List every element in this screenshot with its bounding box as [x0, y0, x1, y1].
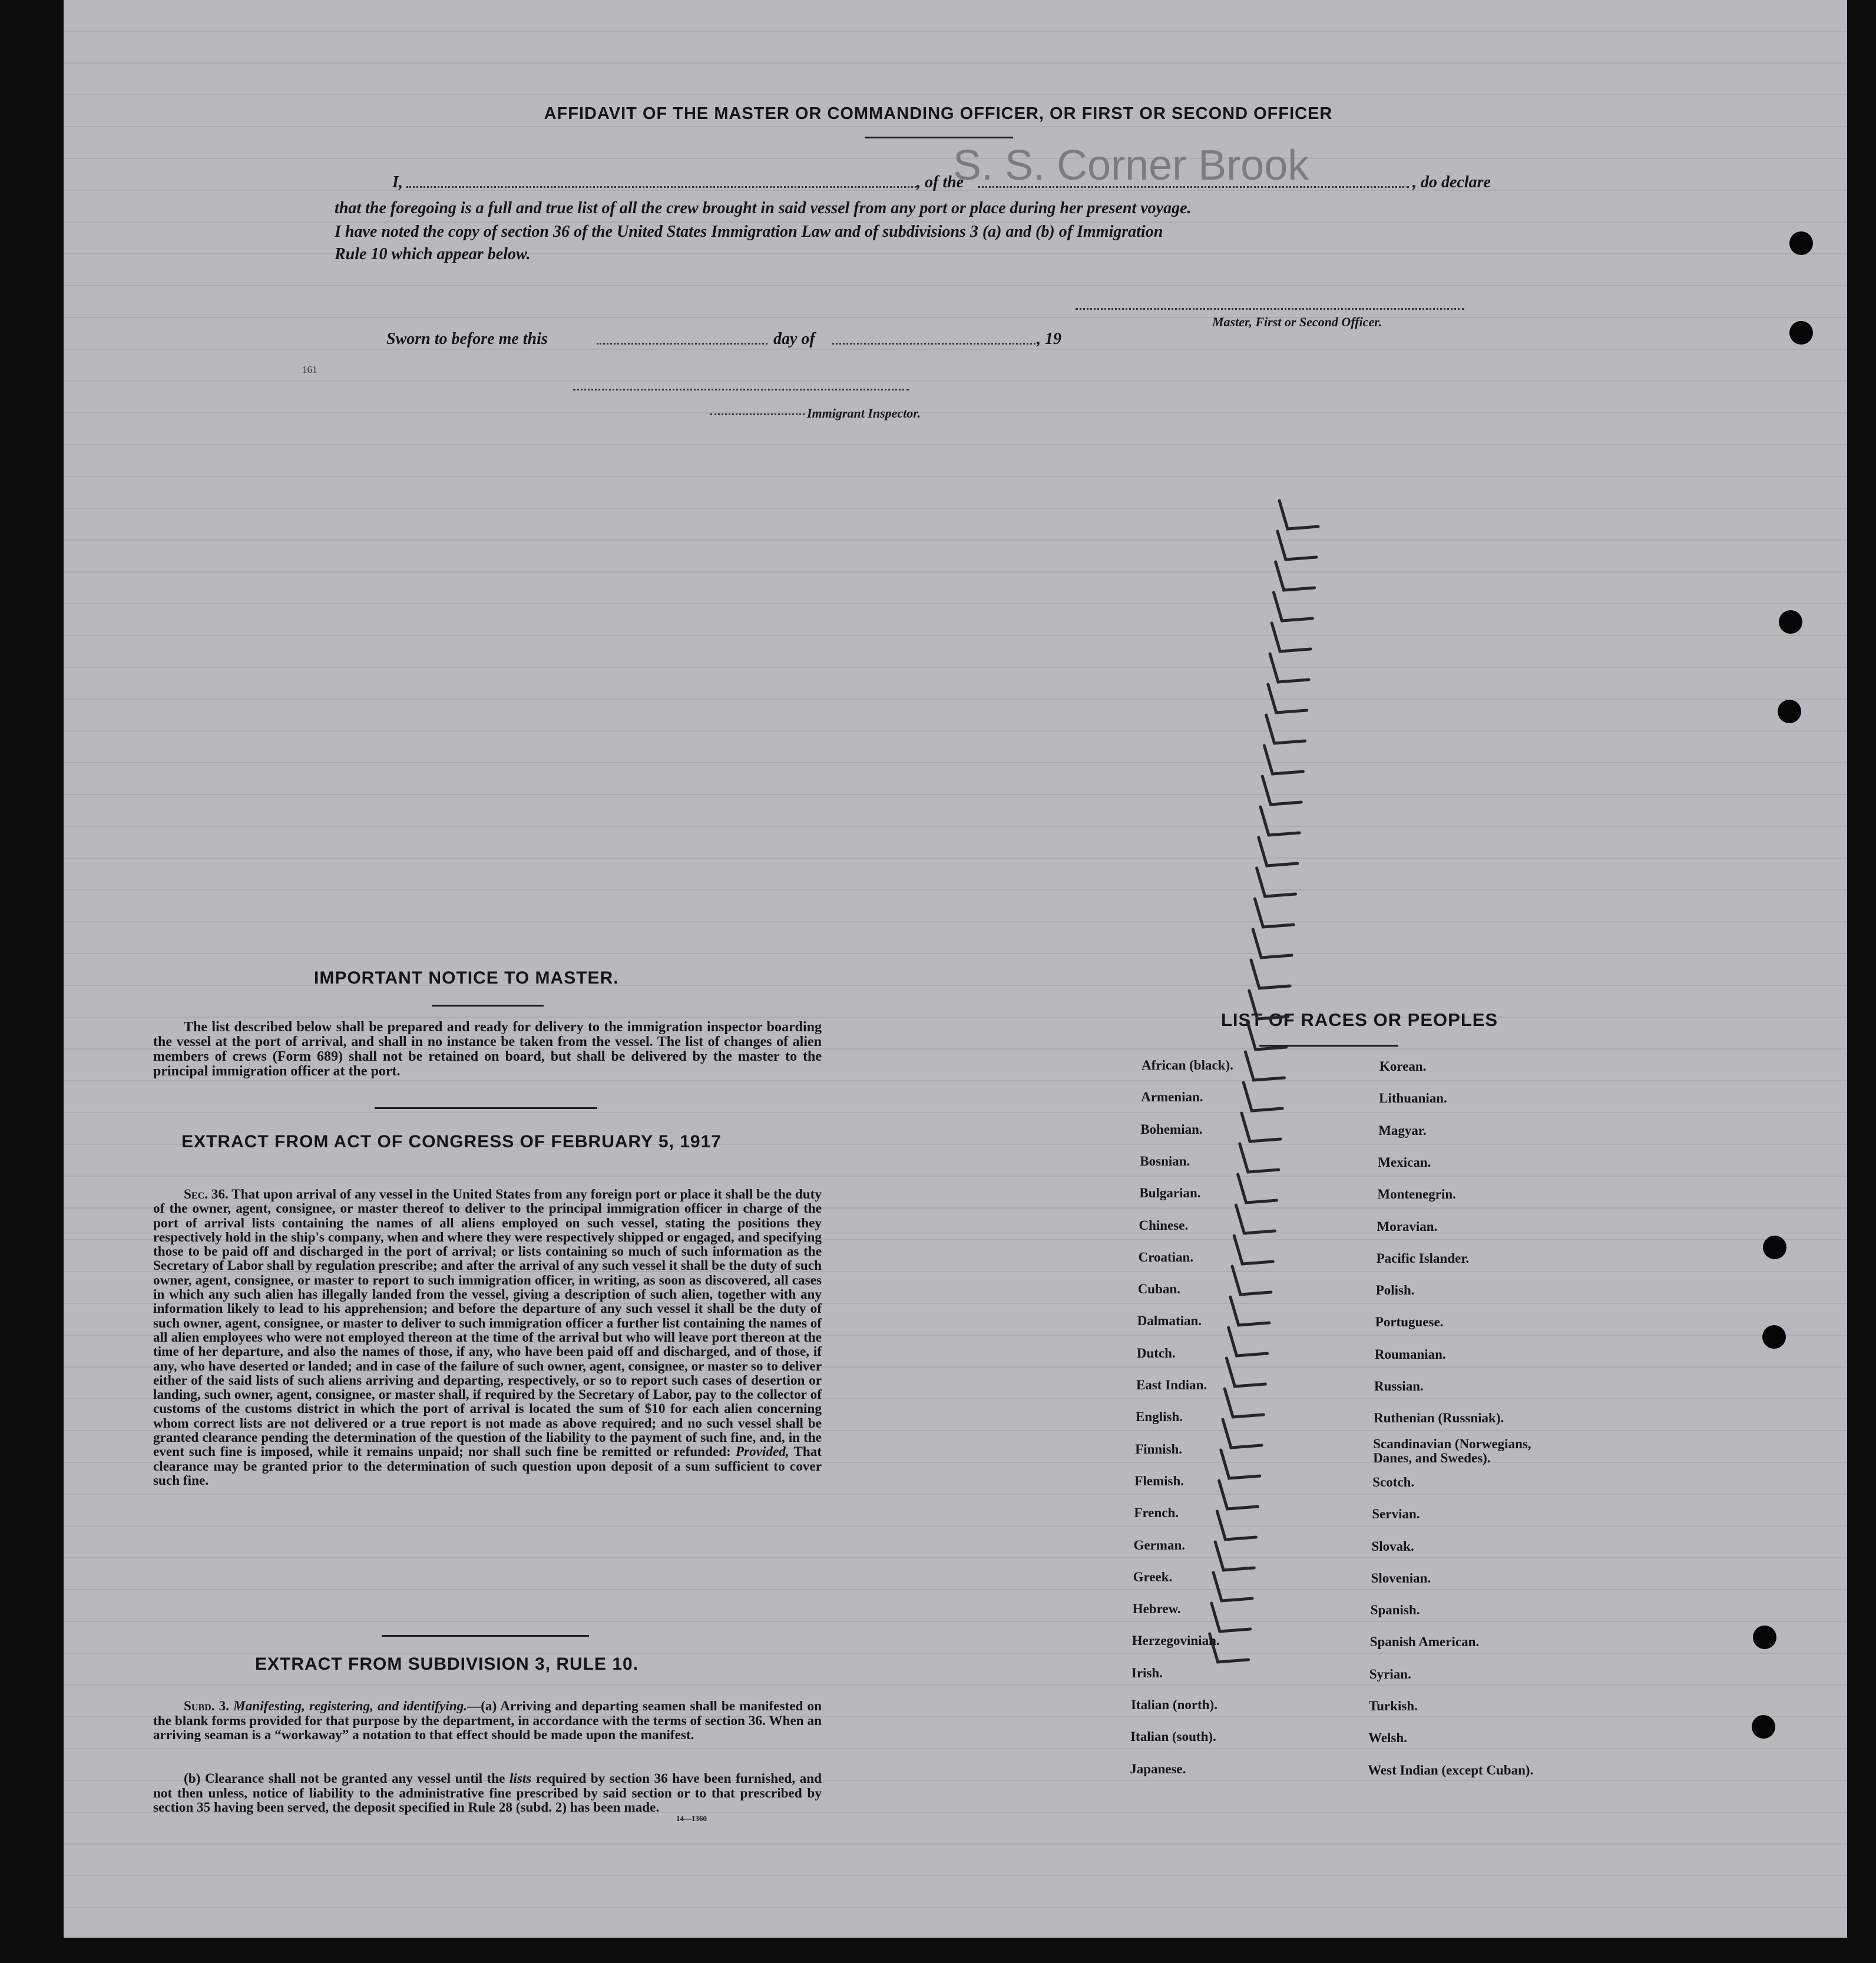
tick-mark	[1213, 1573, 1252, 1601]
race-item-right: Scandinavian (Norwegians, Danes, and Swedes).	[1373, 1436, 1531, 1465]
form-number: 14—1360	[676, 1814, 707, 1823]
tick-mark	[1238, 1174, 1277, 1203]
race-item-right: Turkish.	[1369, 1699, 1418, 1713]
tick-mark	[1232, 1266, 1271, 1295]
affidavit-title: AFFIDAVIT OF THE MASTER OR COMMANDING OFFICER, OR FIRST OR SECOND OFFICER	[544, 104, 1333, 123]
tick-mark	[1234, 1236, 1273, 1264]
race-item-right: Spanish.	[1370, 1603, 1420, 1618]
rule-para-a	[153, 1699, 822, 1743]
race-item-left: Cuban.	[1137, 1282, 1180, 1297]
declarant-name-line[interactable]	[406, 186, 917, 188]
race-item-right: Montenegrin.	[1377, 1187, 1456, 1202]
race-item-right: Pacific Islander.	[1376, 1250, 1470, 1266]
tick-mark	[1264, 746, 1303, 774]
tick-mark	[1260, 807, 1299, 835]
race-item-left: Japanese.	[1130, 1761, 1186, 1776]
race-item-right: Polish.	[1375, 1283, 1415, 1298]
race-item-left: Croatian.	[1138, 1249, 1194, 1264]
tick-mark	[1212, 1603, 1250, 1631]
tick-mark	[1225, 1389, 1263, 1417]
punch-hole	[1752, 1715, 1775, 1739]
race-item-right: Spanish American.	[1369, 1634, 1480, 1650]
tick-mark	[1270, 654, 1309, 682]
race-item-left: Finnish.	[1135, 1441, 1183, 1456]
document-page	[64, 0, 1847, 1938]
margin-mark: 161	[302, 364, 317, 375]
race-item-left: Bohemian.	[1140, 1121, 1203, 1137]
tick-mark	[1257, 868, 1296, 896]
tick-mark	[1245, 1052, 1284, 1080]
rule-para-b-rest: required by section 36 have been furnished, and not then unless, notice of liability to the administrative fine prescribed by said section or to that prescribed by section 35 having been served, the deposit specified in Rule 28 (subd. 2) has been made.	[153, 1771, 822, 1815]
race-item-left: Italian (south).	[1130, 1729, 1216, 1744]
race-item-left: Bosnian.	[1140, 1153, 1190, 1168]
affidavit-title-rule	[865, 137, 1013, 138]
race-item-right: Welsh.	[1368, 1730, 1407, 1746]
handwritten-tick-marks	[1165, 489, 1365, 1726]
punch-hole	[1779, 610, 1802, 634]
affidavit-do-declare: , do declare	[1412, 173, 1491, 191]
master-caption: Master, First or Second Officer.	[1212, 315, 1382, 329]
tick-mark	[1268, 684, 1307, 713]
race-item-left: Chinese.	[1139, 1217, 1189, 1233]
punch-hole	[1753, 1626, 1776, 1649]
punch-hole	[1789, 231, 1813, 255]
sworn-day-of: day of	[773, 330, 815, 348]
race-item-left: Bulgarian.	[1139, 1186, 1201, 1201]
affidavit-line-4: Rule 10 which appear below.	[335, 245, 531, 263]
act-extract-rule	[382, 1635, 589, 1637]
notice-rule	[375, 1107, 597, 1109]
race-item-right: Ruthenian (Russniak).	[1374, 1411, 1504, 1426]
tick-mark	[1243, 1083, 1282, 1111]
race-item-right: Moravian.	[1377, 1219, 1438, 1234]
tick-mark	[1217, 1511, 1256, 1540]
affidavit-line-2: that the foregoing is a full and true list of all the crew brought in said vessel from any port or place during her present voyage.	[335, 199, 1192, 217]
rule-para-b-lists: lists	[509, 1771, 532, 1786]
tick-mark	[1273, 592, 1312, 621]
race-item-left: Armenian.	[1141, 1090, 1203, 1105]
act-extract-title: EXTRACT FROM ACT OF CONGRESS OF FEBRUARY 5, 1917	[181, 1132, 722, 1151]
tick-mark	[1219, 1481, 1258, 1509]
race-item-left: Italian (north).	[1131, 1697, 1217, 1712]
affidavit-line-3: I have noted the copy of section 36 of the United States Immigration Law and of subdivisions 3 (a) and (b) of Immigration	[335, 223, 1163, 241]
race-item-right: Scotch.	[1372, 1474, 1415, 1489]
sworn-year: , 19	[1037, 330, 1061, 348]
rule-para-b	[153, 1772, 822, 1815]
race-item-right: West Indian (except Cuban).	[1368, 1762, 1534, 1777]
tick-mark	[1242, 1113, 1281, 1141]
rule-para-b-prefix: (b) Clearance shall not be granted any vessel until the	[184, 1771, 505, 1786]
race-item-right: Servian.	[1372, 1507, 1420, 1522]
act-extract-text	[153, 1187, 822, 1488]
race-item-left: Flemish.	[1134, 1473, 1184, 1488]
race-item-right: Magyar.	[1378, 1123, 1427, 1138]
tick-mark	[1226, 1358, 1265, 1386]
punch-hole	[1763, 1236, 1786, 1259]
race-item-left: African (black).	[1142, 1058, 1233, 1072]
subd-label: Subd. 3.	[184, 1699, 229, 1714]
inspector-caption: Immigrant Inspector.	[807, 406, 921, 421]
race-item-left: Dalmatian.	[1137, 1313, 1202, 1329]
tick-mark	[1240, 1144, 1279, 1172]
tick-mark	[1259, 837, 1298, 866]
tick-mark	[1215, 1542, 1254, 1570]
race-item-right: Lithuanian.	[1379, 1091, 1447, 1106]
sec-label: Sec. 36.	[184, 1187, 229, 1202]
punch-hole	[1778, 700, 1801, 723]
rule-para-a-text: —(a) Arriving and departing seamen shall be manifested on the blank forms provided for that purpose by the department, in accordance with the terms of section 36. When an arriving seaman is a “workaway” a notation to that effect should be made upon the manifest.	[153, 1699, 822, 1743]
tick-mark	[1221, 1450, 1260, 1478]
tick-mark	[1276, 562, 1315, 590]
act-body-end: That clearance may be granted prior to the determination of such question upon deposit of a sum sufficient to cover such fine.	[153, 1444, 822, 1488]
race-item-right: Roumanian.	[1374, 1346, 1446, 1362]
tick-mark	[1223, 1419, 1262, 1448]
notice-title: IMPORTANT NOTICE TO MASTER.	[314, 968, 619, 988]
affidavit-of-the: , of the	[917, 173, 964, 191]
tick-mark	[1230, 1297, 1269, 1325]
notice-text: The list described below shall be prepared and ready for delivery to the immigration inspector boarding the vessel at the port of arrival, and shall in no instance be taken from the vessel. The list of changes of alien members of crews (Form 689) shall not be retained on board, but shall be delivered by the master to the principal immigration officer at the port.	[153, 1019, 822, 1079]
punch-hole	[1789, 321, 1813, 345]
tick-mark	[1255, 899, 1293, 927]
tick-mark	[1251, 960, 1290, 988]
inspector-signature-line[interactable]	[573, 389, 909, 390]
races-title: LIST OF RACES OR PEOPLES	[1221, 1009, 1498, 1030]
sworn-month-line[interactable]	[832, 343, 1035, 345]
tick-mark	[1262, 776, 1301, 805]
race-item-left: German.	[1133, 1537, 1186, 1552]
race-item-left: Herzegovinian.	[1131, 1633, 1220, 1648]
race-item-left: Irish.	[1131, 1665, 1163, 1680]
tick-mark	[1266, 715, 1305, 743]
tick-mark	[1229, 1328, 1268, 1356]
race-item-left: English.	[1136, 1409, 1183, 1425]
races-title-rule	[1259, 1045, 1398, 1047]
race-item-right: Russian.	[1374, 1379, 1424, 1393]
race-item-right: Slovenian.	[1371, 1570, 1431, 1585]
race-item-left: French.	[1134, 1505, 1179, 1521]
ship-name-stamp: S. S. Corner Brook	[953, 142, 1309, 189]
race-item-right: Mexican.	[1378, 1154, 1431, 1170]
tick-mark	[1272, 623, 1311, 651]
race-item-right: Slovak.	[1371, 1538, 1414, 1554]
tick-mark	[1236, 1205, 1275, 1233]
act-body: That upon arrival of any vessel in the United States from any foreign port or place it shall be the duty of the owner, agent, consignee, or master thereof to deliver to the principal immigration officer in charge of the port of arrival lists containing the names of all aliens employed on such vessel, stating the positions they respectively hold in the ship's company, when and where they were respectively shipped or engaged, and specifying those to be paid off and discharged in the port of arrival; or lists containing so much of such information as the Secretary of Labor shall by regulation prescribe; and after the arrival of any such vessel it shall be the duty of such owner, agent, consignee, or master to report to such immigration officer, in writing, as soon as discovered, all cases in which any such alien has illegally landed from the vessel, giving a description of such alien, together with any information likely to lead to his apprehension; and before the departure of any such vessel it shall be the duty of such owner, agent, consignee, or master to deliver to such immigration officer a further list containing the names of all alien employees who were not employed thereon at the time of the arrival but who will leave port thereon at the time of her departure, and also the names of those, if any, who have been paid off and discharged, and of those, if any, who have deserted or landed; and in case of the failure of such owner, agent, consignee, or master so to deliver either of the said lists of such aliens arriving and departing, respectively, or so to report such cases of desertion or landing, such owner, agent, consignee, or master shall, if required by the Secretary of Labor, pay to the collector of customs of the customs district in which the port of arrival is located the sum of $10 for each alien concerning whom correct lists are not delivered or a true report is not made as above required; and no such vessel shall be granted clearance pending the determination of the question of the liability to the payment of such fine, and, in the event such fine is imposed, while it remains unpaid; nor shall such fine be remitted or refunded:	[153, 1187, 822, 1460]
race-item-left: Hebrew.	[1132, 1601, 1181, 1617]
tick-mark	[1279, 501, 1318, 529]
provided-word: Provided,	[735, 1444, 789, 1460]
race-item-right: Syrian.	[1369, 1666, 1411, 1681]
sworn-day-line[interactable]	[597, 343, 767, 345]
tick-mark	[1253, 929, 1292, 958]
affidavit-i: I,	[392, 173, 403, 191]
race-item-right: Korean.	[1379, 1059, 1427, 1074]
punch-hole	[1762, 1325, 1786, 1349]
rule-extract-title: EXTRACT FROM SUBDIVISION 3, RULE 10.	[255, 1654, 639, 1674]
race-item-right: Portuguese.	[1375, 1315, 1444, 1330]
master-signature-line[interactable]	[1076, 308, 1464, 310]
race-item-left: Dutch.	[1136, 1345, 1176, 1360]
subd-heading: Manifesting, registering, and identifying.	[233, 1699, 468, 1714]
notice-title-rule	[432, 1005, 544, 1007]
tick-mark	[1278, 531, 1316, 560]
race-item-left: East Indian.	[1136, 1378, 1207, 1392]
race-item-left: Greek.	[1133, 1569, 1173, 1584]
sworn-prefix: Sworn to before me this	[386, 330, 548, 348]
inspector-short-line	[710, 413, 805, 415]
